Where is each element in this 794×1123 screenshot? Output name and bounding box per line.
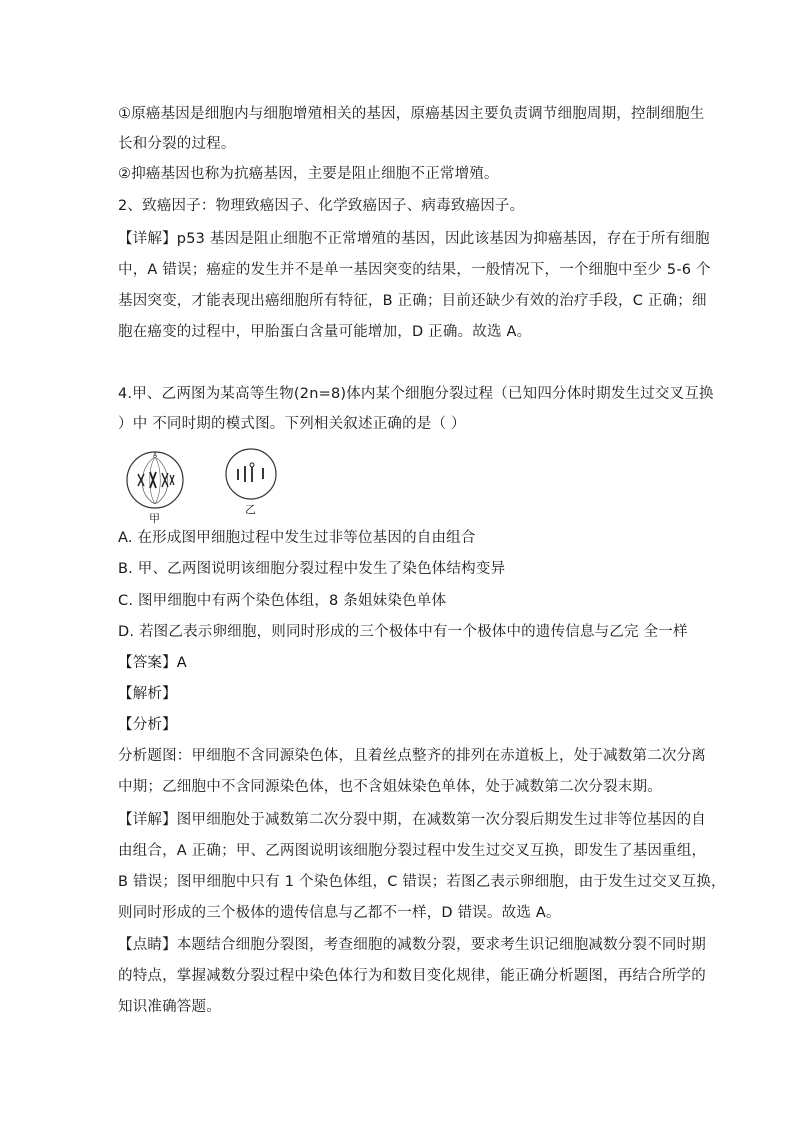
analysis-subheading: 【分析】 xyxy=(118,717,177,733)
paragraph-line: 2、致癌因子：物理致癌因子、化学致癌因子、病毒致癌因子。 xyxy=(118,198,525,214)
cell-b-diagram xyxy=(226,449,276,499)
paragraph-line: 基因突变，才能表现出癌细胞所有特征，B 正确；目前还缺少有效的治疗手段，C 正确；细 xyxy=(118,293,707,309)
option-c: C. 图甲细胞中有两个染色体组，8 条姐妹染色单体 xyxy=(118,593,447,609)
analysis-heading: 【解析】 xyxy=(118,686,177,702)
paragraph-line: 的特点，掌握减数分裂过程中染色体行为和数目变化规律，能正确分析题图，再结合所学的 xyxy=(118,968,706,984)
option-a: A. 在形成图甲细胞过程中发生过非等位基因的自由组合 xyxy=(118,530,476,546)
answer-line: 【答案】A xyxy=(118,655,187,671)
option-b: B. 甲、乙两图说明该细胞分裂过程中发生了染色体结构变异 xyxy=(118,561,506,577)
spindle-pole-label: A xyxy=(153,452,158,459)
cell-division-figure xyxy=(118,448,318,528)
figure-label-b: 乙 xyxy=(245,503,256,516)
paragraph-line: 长和分裂的过程。 xyxy=(118,136,236,152)
paragraph-line: 胞在癌变的过程中，甲胎蛋白含量可能增加，D 正确。故选 A。 xyxy=(118,324,532,340)
paragraph-line: 【详解】图甲细胞处于减数第二次分裂中期，在减数第一次分裂后期发生过非等位基因的自 xyxy=(118,812,706,828)
paragraph-line: 中期；乙细胞中不含同源染色体，也不含姐妹染色单体，处于减数第二次分裂末期。 xyxy=(118,779,662,795)
paragraph-line: 知识准确答题。 xyxy=(118,999,221,1015)
paragraph-line: 中，A 错误；癌症的发生并不是单一基因突变的结果，一般情况下，一个细胞中至少 5-6 个 xyxy=(118,262,711,278)
question-stem-line: ）中 不同时期的模式图。下列相关叙述正确的是（ ） xyxy=(118,416,466,432)
paragraph-line: 则同时形成的三个极体的遗传信息与乙都不一样，D 错误。故选 A。 xyxy=(118,905,561,921)
option-d: D. 若图乙表示卵细胞，则同时形成的三个极体中有一个极体中的遗传信息与乙完 全一样 xyxy=(118,624,688,640)
paragraph-line: 由组合，A 正确；甲、乙两图说明该细胞分裂过程中发生过交叉互换，即发生了基因重组， xyxy=(118,843,707,859)
cell-diagram-svg xyxy=(118,448,318,528)
paragraph-line: ①原癌基因是细胞内与细胞增殖相关的基因，原癌基因主要负责调节细胞周期，控制细胞生 xyxy=(118,106,705,122)
cell-a-diagram xyxy=(127,452,183,508)
paragraph-line: 【点睛】本题结合细胞分裂图，考查细胞的减数分裂，要求考生识记细胞减数分裂不同时期 xyxy=(118,937,706,953)
paragraph-line: B 错误；图甲细胞中只有 1 个染色体组，C 错误；若图乙表示卵细胞，由于发生过交叉互换， xyxy=(118,874,726,890)
figure-label-a: 甲 xyxy=(149,512,160,525)
paragraph-line: ②抑癌基因也称为抗癌基因，主要是阻止细胞不正常增殖。 xyxy=(118,166,499,182)
paragraph-line: 分析题图：甲细胞不含同源染色体，且着丝点整齐的排列在赤道板上，处于减数第二次分离 xyxy=(118,748,706,764)
paragraph-line: 【详解】p53 基因是阻止细胞不正常增殖的基因，因此该基因为抑癌基因，存在于所有细胞 xyxy=(118,231,710,247)
question-stem-line: 4.甲、乙两图为某高等生物(2n=8)体内某个细胞分裂过程（已知四分体时期发生过交叉互换 xyxy=(118,386,714,402)
